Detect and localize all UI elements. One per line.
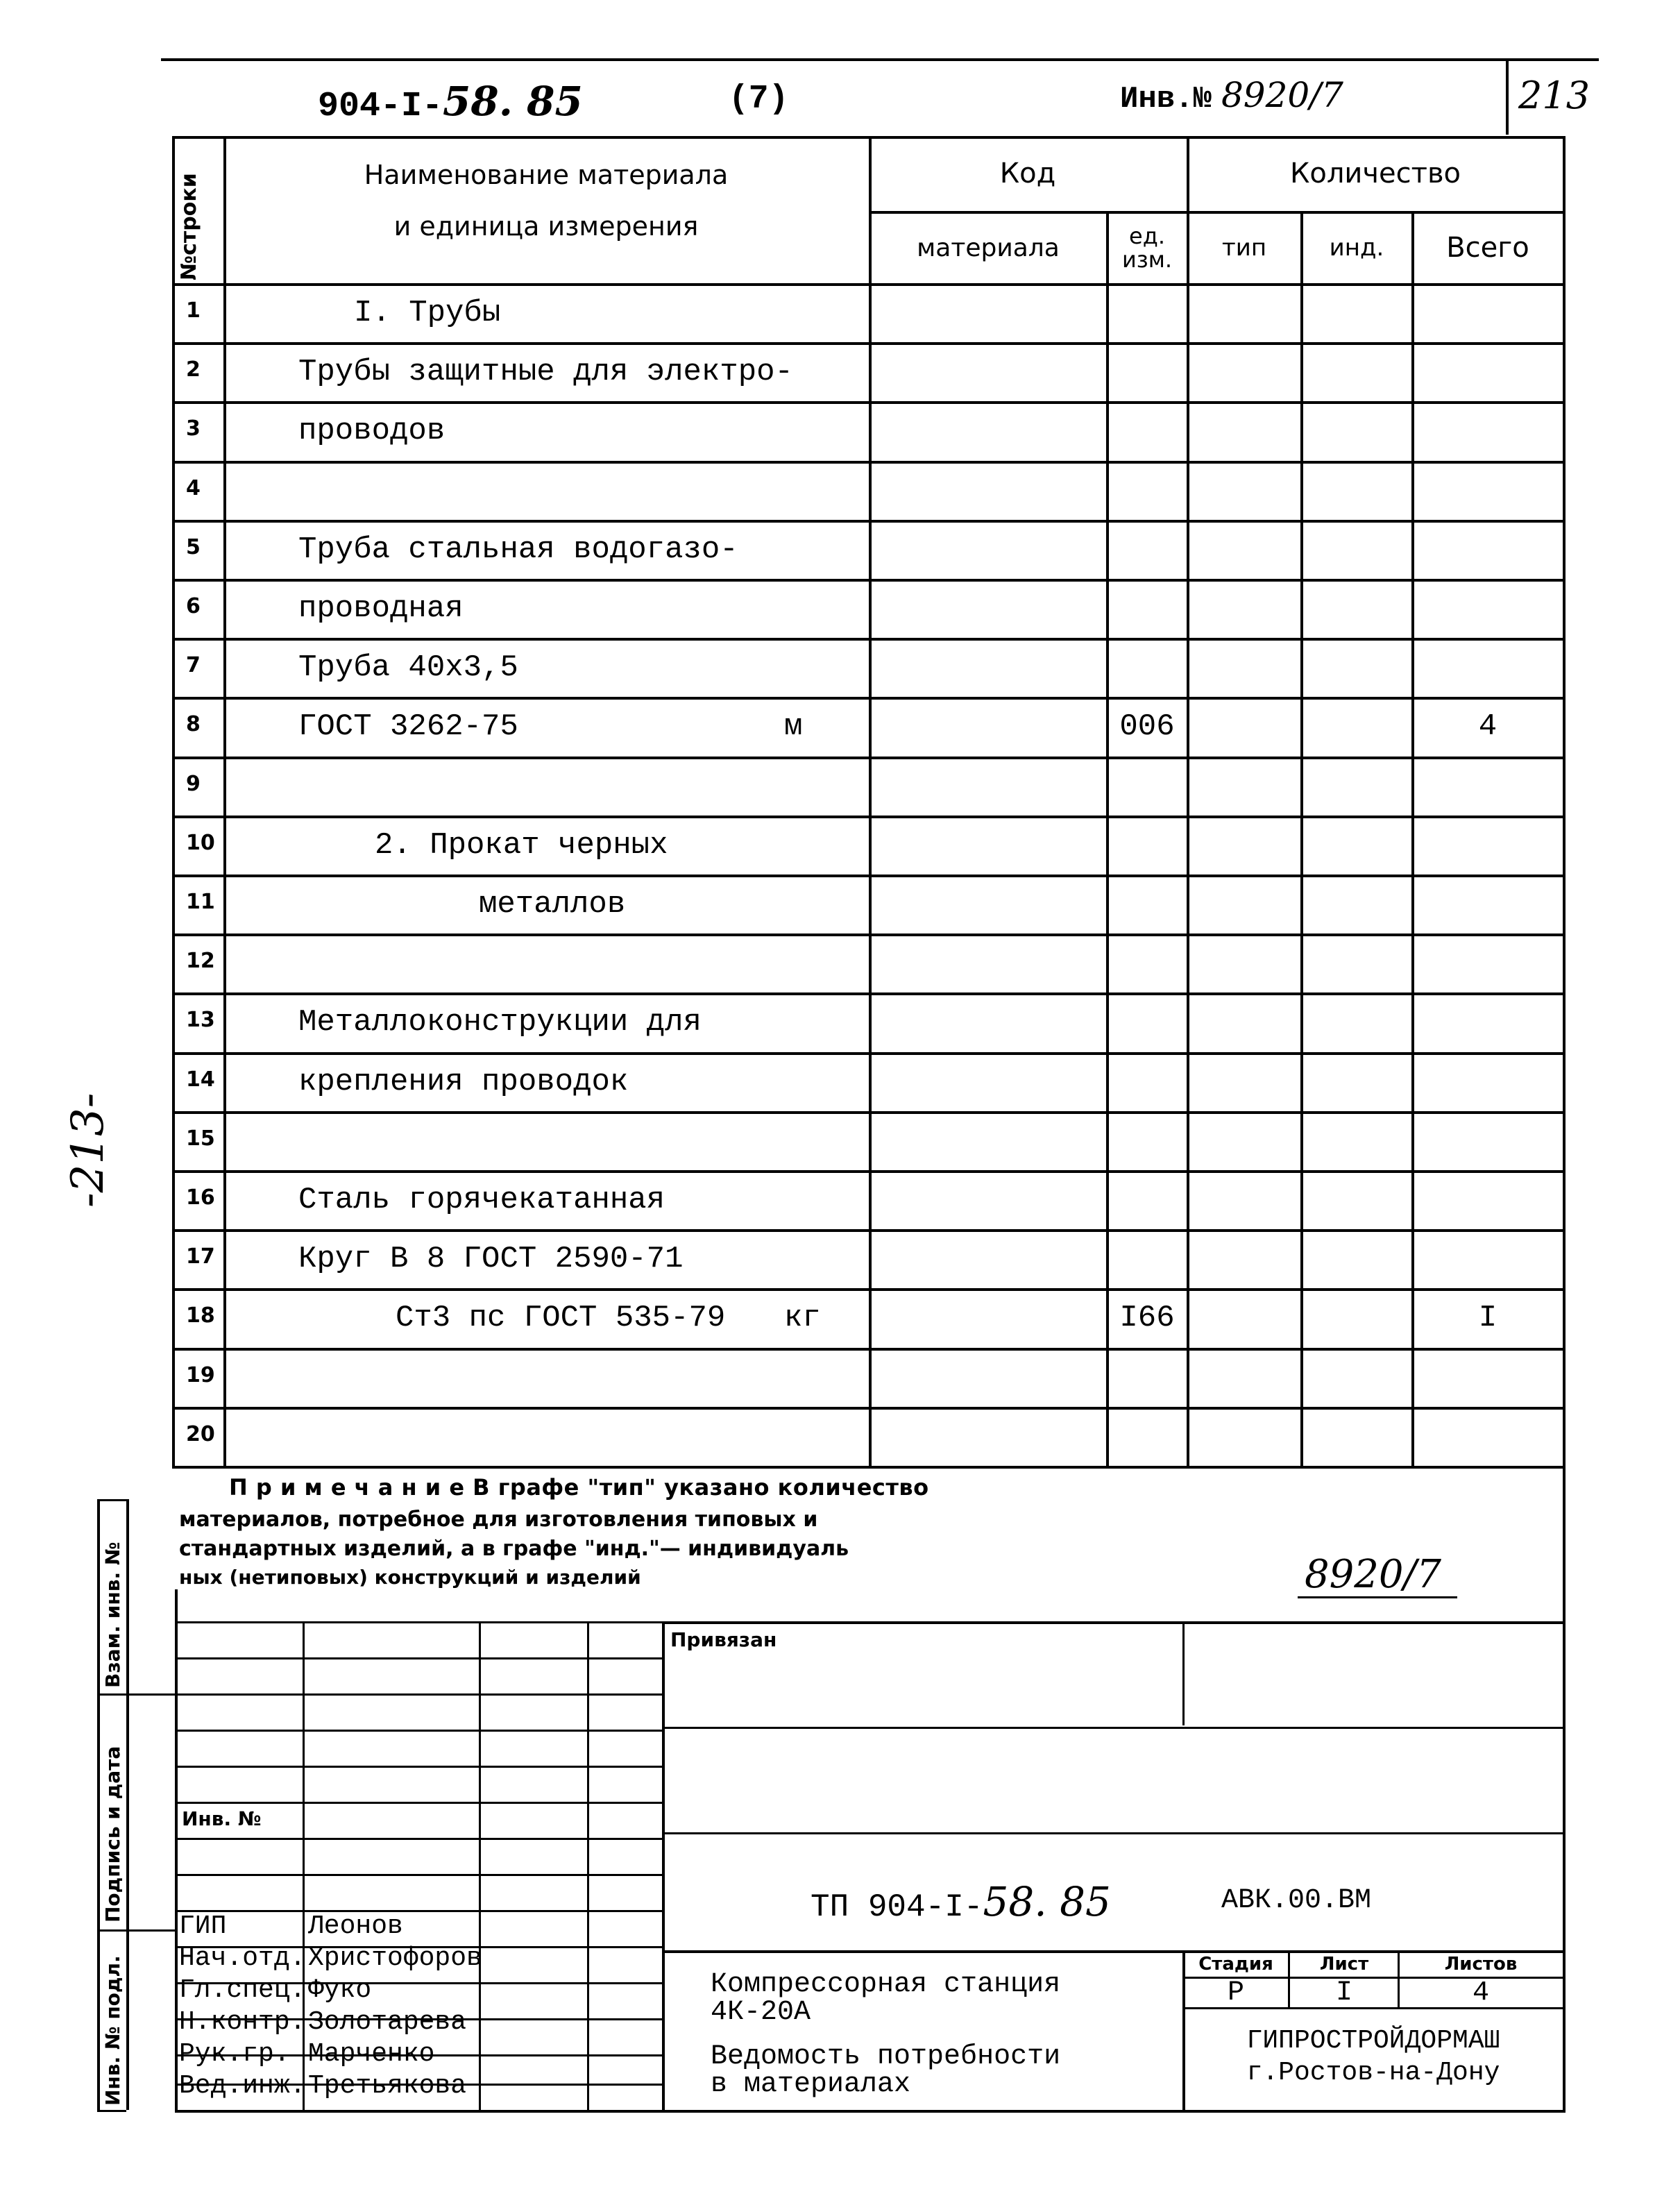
material-name: проводная [298, 591, 464, 626]
doc-code-hand: 58. 85 [443, 78, 583, 125]
qty-ind [1303, 638, 1410, 697]
sheet-label: Лист [1319, 1954, 1369, 1975]
row-number: 16 [186, 1185, 215, 1210]
qty-type [1189, 461, 1299, 520]
unit-code [1109, 757, 1185, 816]
qty-total [1414, 638, 1561, 697]
qty-total [1414, 1348, 1561, 1407]
qty-total [1414, 1229, 1561, 1288]
note-line3: стандартных изделий, а в графе "инд."— индивидуаль [179, 1537, 849, 1561]
doc-designation-hand: 58. 85 [983, 1878, 1111, 1925]
qty-type [1189, 1052, 1299, 1111]
sig-row-4 [175, 1766, 662, 1768]
note-inv-number: 8920/7 [1305, 1552, 1442, 1597]
signature-name: Леонов [308, 1911, 403, 1941]
unit-code [1109, 875, 1185, 933]
qty-total [1414, 283, 1561, 342]
signature-name: Фуко [308, 1975, 372, 2005]
sig-row-5 [175, 1802, 662, 1804]
sig-row-1 [175, 1657, 662, 1659]
row-number: 5 [186, 535, 201, 559]
material-name: I. Трубы [354, 296, 501, 330]
signature-role: Нач.отд. [179, 1943, 306, 1973]
sig-row-8 [175, 1910, 662, 1912]
qty-ind [1303, 697, 1410, 756]
unit-of-measure: м [784, 709, 803, 744]
material-code [872, 1348, 1105, 1407]
row-number: 12 [186, 949, 215, 973]
sig-row-0 [175, 1621, 662, 1623]
qty-ind [1303, 579, 1410, 638]
row-number: 11 [186, 890, 215, 914]
rowno-col-divider [223, 136, 226, 1467]
material-code [872, 697, 1105, 756]
table-left-border [172, 136, 175, 1467]
sheet-title-line1: Ведомость потребности [711, 2041, 1061, 2072]
doc-designation-prefix: ТП 904-I- [811, 1889, 983, 1925]
sheet-tag: (7) [729, 81, 789, 118]
qty-type [1189, 816, 1299, 875]
qty-total: I [1478, 1300, 1497, 1335]
qty-total [1414, 1111, 1561, 1170]
material-name: ГОСТ 3262-75 [298, 709, 518, 744]
qty-total [1414, 401, 1561, 460]
qty-type [1189, 1407, 1299, 1466]
sheet-value: I [1335, 1977, 1352, 2009]
note-line4: ных (нетиповых) конструкций и изделий [179, 1566, 641, 1589]
material-name: Трубы защитные для электро- [298, 355, 793, 389]
qty-type [1189, 933, 1299, 992]
unit-code: 006 [1119, 709, 1175, 744]
qty-total [1414, 520, 1561, 579]
qty-total [1414, 933, 1561, 992]
qty-type [1189, 757, 1299, 816]
row-number: 1 [186, 298, 201, 323]
doc-code-prefix: 904-I- [318, 87, 443, 126]
stamp-bottom [175, 2110, 1566, 2113]
material-name: крепления проводок [298, 1065, 629, 1099]
material-name: Труба 40х3,5 [298, 650, 518, 685]
row-number: 19 [186, 1363, 215, 1387]
header-material-name-line1: Наименование материала [364, 160, 729, 190]
signature-role: Вед.инж. [179, 2071, 306, 2101]
unit-code [1109, 520, 1185, 579]
qty-total: 4 [1478, 709, 1497, 744]
qty-ind [1303, 283, 1410, 342]
qty-type [1189, 579, 1299, 638]
material-code [872, 1288, 1105, 1347]
table-top-border [172, 136, 1563, 139]
qty-type [1189, 697, 1299, 756]
unit-code [1109, 816, 1185, 875]
sheet-title [711, 2043, 1060, 2099]
unit-code [1109, 579, 1185, 638]
qty-ind [1303, 1170, 1410, 1229]
org-name: ГИПРОСТРОЙДОРМАШ [1246, 2025, 1500, 2056]
material-name: металлов [479, 887, 626, 922]
material-code [872, 933, 1105, 992]
material-name: Круг В 8 ГОСТ 2590-71 [298, 1242, 684, 1276]
qty-total [1414, 1052, 1561, 1111]
qty-ind [1303, 520, 1410, 579]
qty-type [1189, 283, 1299, 342]
qty-ind [1303, 1111, 1410, 1170]
unit-code [1109, 1348, 1185, 1407]
qty-type [1189, 342, 1299, 401]
unit-code [1109, 1407, 1185, 1466]
qty-ind [1303, 1288, 1410, 1347]
qty-total [1414, 342, 1561, 401]
row-number: 6 [186, 594, 201, 618]
row-number: 17 [186, 1244, 215, 1269]
row-rule [172, 1466, 1563, 1469]
unit-code [1109, 1111, 1185, 1170]
header-qty-type: тип [1221, 234, 1267, 262]
row-number: 4 [186, 476, 201, 500]
row-number: 7 [186, 653, 201, 677]
doc-designation [811, 1878, 1111, 1925]
side-top [97, 1499, 126, 1501]
stage-label: Стадия [1198, 1954, 1273, 1975]
signature-role: ГИП [179, 1911, 227, 1941]
signature-name: Золотарева [308, 2007, 467, 2037]
qty-type [1189, 1288, 1299, 1347]
material-code [872, 875, 1105, 933]
stamp-right [1563, 1466, 1566, 2111]
material-code [872, 1052, 1105, 1111]
qty-ind [1303, 1052, 1410, 1111]
material-code [872, 638, 1105, 697]
stamp-row-a [662, 1727, 1563, 1729]
qty-total [1414, 1170, 1561, 1229]
qty-ind [1303, 816, 1410, 875]
row-number: 2 [186, 357, 201, 382]
sig-row-6 [175, 1838, 662, 1840]
signature-role: Рук.гр. [179, 2039, 290, 2069]
signature-name: Христофоров [308, 1943, 482, 1973]
header-code-unit: ед. изм. [1121, 223, 1173, 273]
header-code: Код [999, 158, 1056, 189]
material-code [872, 342, 1105, 401]
side-col-mid [126, 1499, 129, 2110]
material-code [872, 1111, 1105, 1170]
material-code [872, 757, 1105, 816]
stamp-row-b [662, 1832, 1563, 1834]
qty-ind [1303, 1229, 1410, 1288]
header-page-divider [1506, 58, 1509, 135]
qty-ind [1303, 401, 1410, 460]
unit-code [1109, 283, 1185, 342]
note-line2: материалов, потребное для изготовления типовых и [179, 1507, 818, 1532]
row-number: 13 [186, 1008, 215, 1032]
header-material-name-line2: и единица измерения [393, 211, 699, 242]
material-code [872, 401, 1105, 460]
qty-total [1414, 1407, 1561, 1466]
qty-ind [1303, 992, 1410, 1051]
qty-ind [1303, 1407, 1410, 1466]
header-top-rule [161, 58, 1599, 61]
inv-label: Инв.№ [1120, 82, 1212, 117]
qty-total [1414, 757, 1561, 816]
qty-total [1414, 579, 1561, 638]
material-name: Сталь горячекатанная [298, 1183, 665, 1217]
material-name: Труба стальная водогазо- [298, 532, 738, 567]
signature-name: Марченко [308, 2039, 435, 2069]
unit-code [1109, 1170, 1185, 1229]
material-code [872, 1170, 1105, 1229]
qty-ind [1303, 461, 1410, 520]
stamp-left [175, 1589, 178, 2110]
side-col-left [97, 1499, 100, 2110]
sig-row-2 [175, 1693, 662, 1696]
qty-ind [1303, 757, 1410, 816]
header-row-number: №строки [177, 173, 201, 280]
material-code [872, 283, 1105, 342]
header-code-material: материала [917, 233, 1060, 262]
unit-code [1109, 461, 1185, 520]
material-code [872, 1229, 1105, 1288]
qty-type [1189, 520, 1299, 579]
material-code [872, 1407, 1105, 1466]
qty-total [1414, 461, 1561, 520]
table-right-border [1563, 136, 1566, 1467]
row-number: 3 [186, 416, 201, 441]
signature-name: Третьякова [308, 2071, 467, 2101]
unit-code [1109, 401, 1185, 460]
sig-row-7 [175, 1874, 662, 1876]
row-number: 10 [186, 831, 215, 855]
qty-ind [1303, 1348, 1410, 1407]
side-div2 [97, 1929, 175, 1932]
object-title-line2: 4К-20А [711, 1997, 811, 2028]
qty-type [1189, 1229, 1299, 1288]
row-number: 18 [186, 1303, 215, 1328]
unit-code [1109, 1229, 1185, 1288]
side-div1 [97, 1693, 175, 1696]
qty-total [1414, 816, 1561, 875]
stamp-main-divider [662, 1621, 665, 2110]
unit-code [1109, 933, 1185, 992]
object-title [711, 1971, 1060, 2027]
note-inv-underline [1298, 1596, 1457, 1598]
qty-ind [1303, 875, 1410, 933]
qty-ind [1303, 342, 1410, 401]
unit-code [1109, 638, 1185, 697]
qty-type [1189, 638, 1299, 697]
sig-row-3 [175, 1730, 662, 1732]
unit-code [1109, 342, 1185, 401]
privyazan-divider [1182, 1621, 1185, 1725]
doc-code [318, 78, 583, 126]
row-number: 9 [186, 772, 201, 796]
stage-col-divider1 [1288, 1950, 1290, 2007]
qty-type [1189, 1170, 1299, 1229]
row-number: 14 [186, 1067, 215, 1092]
unit-code: I66 [1119, 1300, 1175, 1335]
unit-code [1109, 992, 1185, 1051]
side-page-number: -213- [62, 1092, 114, 1208]
qty-type [1189, 992, 1299, 1051]
material-code [872, 520, 1105, 579]
stamp-privyazan-top [662, 1621, 1563, 1624]
subheader-rule [869, 211, 1563, 214]
org-city: г.Ростов-на-Дону [1246, 2057, 1500, 2088]
unit-of-measure: кг [784, 1301, 821, 1335]
object-title-line1: Компрессорная станция [711, 1969, 1061, 2000]
side-label-vzam: Взам. инв. № [101, 1541, 124, 1688]
sheet-title-line2: в материалах [711, 2069, 911, 2100]
inv-no-label: Инв. № [182, 1807, 262, 1830]
material-code [872, 992, 1105, 1051]
row-number: 8 [186, 712, 201, 736]
side-label-podpis: Подпись и дата [101, 1746, 124, 1923]
material-code [872, 579, 1105, 638]
header-qty-total: Всего [1446, 232, 1529, 264]
stage-value: Р [1227, 1977, 1244, 2009]
stage-col-divider2 [1398, 1950, 1400, 2007]
material-name: 2. Прокат черных [375, 828, 668, 863]
page-number: 213 [1518, 74, 1590, 117]
sheets-label: Листов [1444, 1954, 1518, 1975]
signature-role: Н.контр. [179, 2007, 306, 2037]
inv-number: 8920/7 [1221, 75, 1343, 115]
material-code [872, 816, 1105, 875]
qty-type [1189, 1111, 1299, 1170]
material-code [872, 461, 1105, 520]
row-number: 15 [186, 1126, 215, 1151]
header-qty-ind: инд. [1329, 234, 1384, 262]
signature-role: Гл.спец. [179, 1975, 306, 2005]
material-name: Металлоконструкции для [298, 1005, 702, 1040]
doc-mark: АВК.00.ВМ [1221, 1885, 1372, 1916]
qty-type [1189, 875, 1299, 933]
qty-ind [1303, 933, 1410, 992]
sheets-value: 4 [1472, 1977, 1489, 2009]
side-bottom [97, 2110, 126, 2112]
qty-total [1414, 992, 1561, 1051]
qty-total [1414, 875, 1561, 933]
side-label-inv-podl: Инв. № подл. [101, 1955, 124, 2106]
material-name: проводов [298, 414, 446, 448]
qty-type [1189, 1348, 1299, 1407]
note-line1: П р и м е ч а н и е В графе "тип" указано количество [229, 1474, 929, 1501]
material-name: Ст3 пс ГОСТ 535-79 [396, 1301, 726, 1335]
row-number: 20 [186, 1422, 215, 1446]
unit-code [1109, 1052, 1185, 1111]
qty-type [1189, 401, 1299, 460]
header-quantity: Количество [1289, 158, 1461, 189]
privyazan-label: Привязан [670, 1628, 777, 1651]
